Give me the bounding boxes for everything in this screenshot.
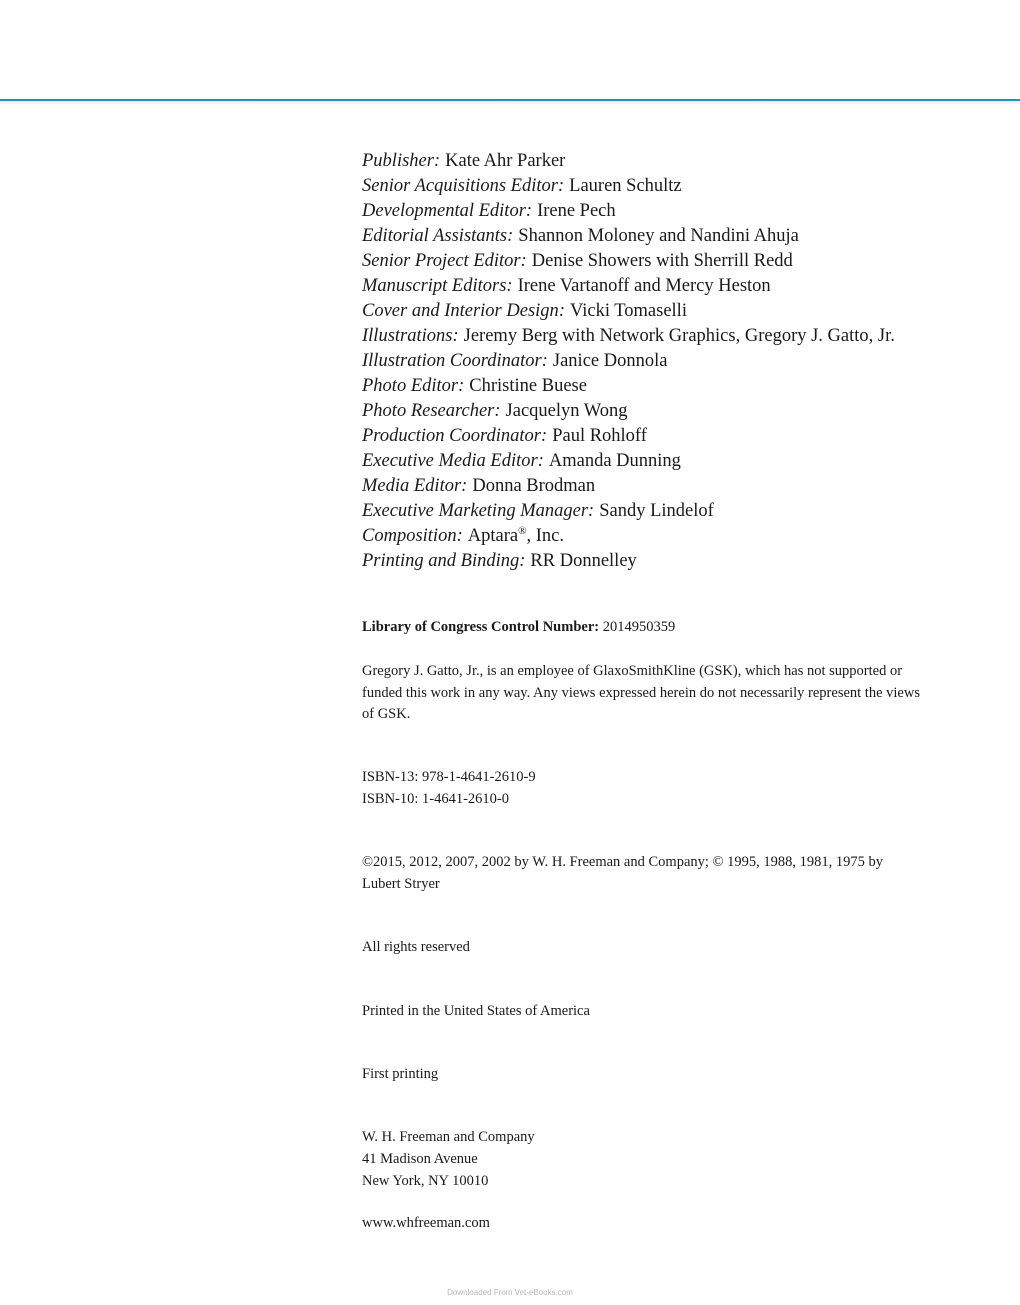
credit-role: Senior Project Editor : — [362, 251, 527, 271]
credit-line — [362, 224, 962, 249]
credit-role: Photo Editor : — [362, 376, 464, 396]
credit-name: Jeremy Berg with Network Graphics, Gregory J. Gatto, Jr. — [463, 326, 895, 346]
credit-role: Illustrations : — [362, 326, 459, 346]
credit-name: Donna Brodman — [472, 476, 596, 496]
credit-line — [362, 499, 962, 524]
credit-role: Editorial Assistants : — [362, 226, 513, 246]
lccn-label: Library of Congress Control Number: — [362, 619, 600, 635]
credit-name: Irene Vartanoff and Mercy Heston — [517, 276, 771, 296]
credit-line — [362, 249, 962, 274]
publisher-company: W. H. Freeman and Company — [362, 1129, 535, 1145]
credit-line — [362, 324, 962, 349]
credit-name: Amanda Dunning — [548, 451, 681, 471]
credit-role: Production Coordinator : — [362, 426, 547, 446]
publisher-city: New York, NY 10010 — [362, 1173, 489, 1189]
credit-role: Manuscript Editors : — [362, 276, 513, 296]
credit-name: Aptara — [467, 526, 519, 546]
credit-line — [362, 174, 962, 199]
credit-name: Lauren Schultz — [569, 176, 682, 196]
credit-role: Media Editor : — [362, 476, 467, 496]
lccn-line — [362, 617, 922, 639]
lccn-value: 2014950359 — [602, 619, 676, 635]
credit-line — [362, 374, 962, 399]
credit-name: Denise Showers with Sherrill Redd — [531, 251, 793, 271]
credit-name: RR Donnelley — [530, 551, 637, 571]
credit-name: Vicki Tomaselli — [569, 301, 687, 321]
credit-role: Printing and Binding : — [362, 551, 525, 571]
credit-name: Christine Buese — [469, 376, 587, 396]
publisher-website-link[interactable]: www.whfreeman.com — [362, 1215, 490, 1231]
isbn-13: ISBN-13: 978-1-4641-2610-9 — [362, 769, 536, 785]
credit-name: Jacquelyn Wong — [505, 401, 628, 421]
credit-line — [362, 299, 962, 324]
isbn-10: ISBN-10: 1-4641-2610-0 — [362, 791, 510, 807]
credit-line — [362, 149, 962, 174]
credit-role: Developmental Editor : — [362, 201, 532, 221]
copyright-notice: ©2015, 2012, 2007, 2002 by W. H. Freeman and Company; © 1995, 1988, 1981, 1975 by Lubert Stryer — [362, 854, 884, 892]
credit-line — [362, 474, 962, 499]
credit-name: Kate Ahr Parker — [445, 151, 566, 171]
credit-role: Photo Researcher : — [362, 401, 501, 421]
credits-list — [362, 149, 962, 574]
download-watermark: Downloaded From Vet-eBooks.com — [447, 1288, 573, 1297]
credit-name: Irene Pech — [537, 201, 616, 221]
registered-mark: ® — [518, 525, 527, 537]
credit-role: Executive Marketing Manager : — [362, 501, 594, 521]
credit-line — [362, 449, 962, 474]
credit-name: Janice Donnola — [552, 351, 668, 371]
rights-notice: All rights reserved — [362, 939, 470, 955]
printed-in-notice: Printed in the United States of America — [362, 1003, 590, 1019]
header-rule-shadow — [0, 101, 1020, 105]
credit-role: Executive Media Editor : — [362, 451, 544, 471]
credit-name: Shannon Moloney and Nandini Ahuja — [518, 226, 799, 246]
publisher-street: 41 Madison Avenue — [362, 1151, 478, 1167]
credit-name-suffix: , Inc. — [526, 526, 564, 546]
credit-role: Publisher : — [362, 151, 440, 171]
credit-line — [362, 199, 962, 224]
credit-line — [362, 349, 962, 374]
credit-line — [362, 524, 962, 549]
credit-line — [362, 549, 962, 574]
credit-role: Illustration Coordinator : — [362, 351, 548, 371]
printing-notice: First printing — [362, 1066, 439, 1082]
disclaimer-paragraph: Gregory J. Gatto, Jr., is an employee of GlaxoSmithKline (GSK), which has not supported or funded this work in any way. Any views expressed herein do not necessarily represent the views of GSK. — [362, 663, 920, 722]
credit-line — [362, 274, 962, 299]
credit-role: Composition : — [362, 526, 463, 546]
credit-name: Sandy Lindelof — [599, 501, 714, 521]
credit-role: Senior Acquisitions Editor : — [362, 176, 564, 196]
credit-role: Cover and Interior Design : — [362, 301, 565, 321]
credit-line — [362, 399, 962, 424]
credit-line — [362, 424, 962, 449]
credit-name: Paul Rohloff — [552, 426, 647, 446]
